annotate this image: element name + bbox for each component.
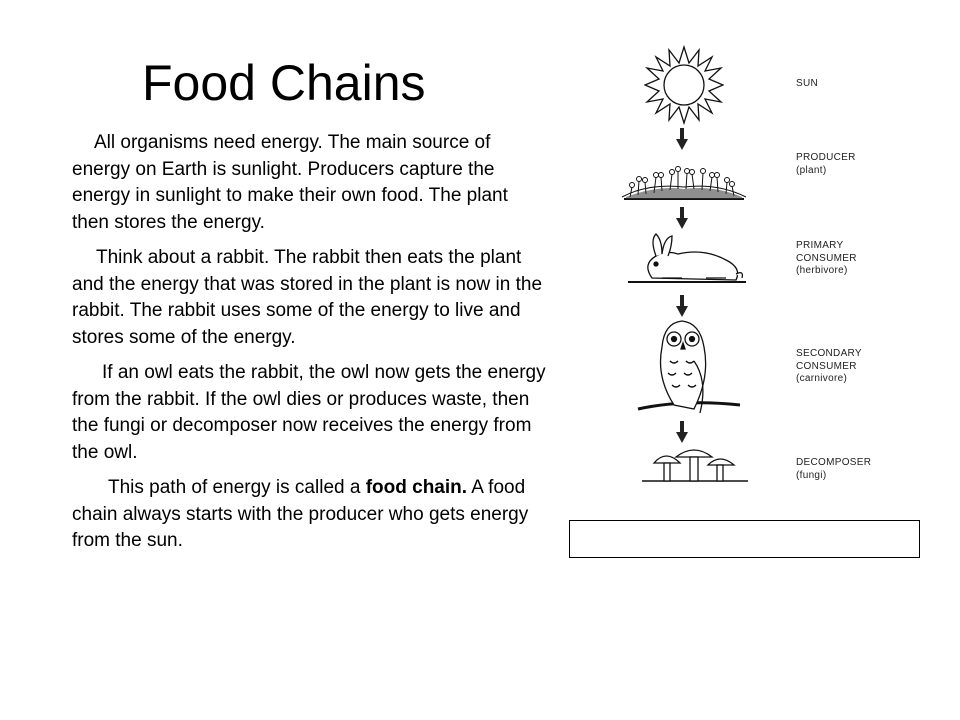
arrow-down-icon (676, 207, 688, 229)
producer-label: PRODUCER (plant) (796, 152, 856, 176)
arrow-down-icon (676, 128, 688, 150)
arrow-down-icon (676, 421, 688, 443)
caption-box (569, 520, 920, 558)
paragraph-food-chain (72, 475, 550, 555)
food-chain-text-start: This path of energy is called a (108, 477, 366, 498)
food-chain-diagram (600, 45, 900, 495)
paragraph-owl: If an owl eats the rabbit, the owl now gets the energy from the rabbit. If the owl dies or produces waste, then the fungi or decomposer now receives the energy from the owl. (72, 362, 546, 463)
decomposer-label: DECOMPOSER (fungi) (796, 457, 872, 481)
owl-icon (634, 317, 744, 423)
arrow-down-icon (676, 295, 688, 317)
mushroom-icon (640, 443, 750, 485)
food-chain-text-end: A food chain always starts with the producer who gets energy from the sun. (72, 477, 529, 551)
primary-consumer-label: PRIMARY CONSUMER (herbivore) (796, 240, 857, 276)
sun-icon (644, 45, 724, 125)
food-chain-term: food chain. (365, 477, 468, 498)
secondary-consumer-label: SECONDARY CONSUMER (carnivore) (796, 348, 862, 384)
paragraph-energy-source: All organisms need energy. The main source of energy on Earth is sunlight. Producers capture the energy in sunlight to make their own food. The plant then stores the energy. (72, 132, 508, 233)
plant-icon (618, 149, 750, 205)
sun-label: SUN (796, 78, 819, 89)
page-title: Food Chains (142, 55, 426, 111)
paragraph-rabbit: Think about a rabbit. The rabbit then eats the plant and the energy that was stored in the plant is now in the rabbit. The rabbit uses some of the energy to live and stores some of the energy. (72, 247, 543, 348)
rabbit-icon (622, 230, 752, 286)
body-text (72, 130, 550, 564)
